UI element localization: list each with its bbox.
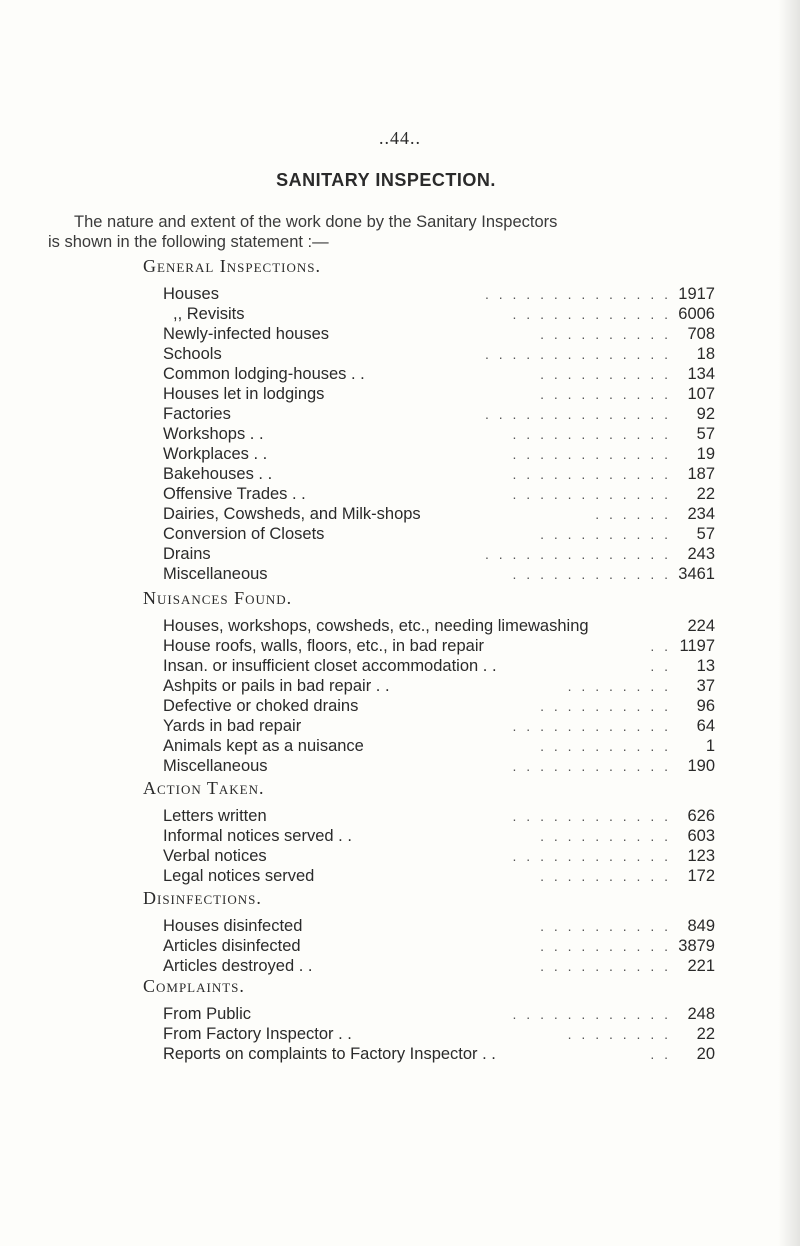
row-label: Newly-infected houses (163, 325, 329, 343)
row-label: Common lodging-houses . . (163, 365, 365, 383)
row-label: Animals kept as a nuisance (163, 737, 364, 755)
row-label: Houses disinfected (163, 917, 303, 935)
leader-dots: . . . . . . . . . . . . (512, 718, 671, 734)
section-nuisances-found (143, 586, 743, 776)
table-row (163, 284, 743, 304)
intro-line-1: The nature and extent of the work done by the Sanitary Inspectors (74, 213, 558, 231)
table-row (163, 736, 743, 756)
row-value: 248 (687, 1005, 715, 1023)
row-value: 1917 (678, 285, 715, 303)
row-value: 603 (687, 827, 715, 845)
table-row (163, 846, 743, 866)
row-label: Workshops . . (163, 425, 264, 443)
row-label: Reports on complaints to Factory Inspector . . (163, 1045, 496, 1063)
row-label: Letters written (163, 807, 267, 825)
table-row (163, 656, 743, 676)
table-row (163, 1024, 743, 1044)
section-complaints (143, 974, 743, 1064)
row-value: 19 (696, 445, 715, 463)
row-label: Bakehouses . . (163, 465, 273, 483)
row-value: 64 (696, 717, 715, 735)
row-label: From Factory Inspector . . (163, 1025, 352, 1043)
row-label: Insan. or insufficient closet accommodation . . (163, 657, 497, 675)
row-label: Drains (163, 545, 211, 563)
row-value: 187 (687, 465, 715, 483)
leader-dots: . . . . . . . . . . (540, 938, 671, 954)
leader-dots: . . . . . . . . . . . . (512, 446, 671, 462)
table-row (163, 384, 743, 404)
table-row (163, 324, 743, 344)
row-label: Houses let in lodgings (163, 385, 325, 403)
table-row (163, 956, 743, 976)
row-value: 123 (687, 847, 715, 865)
leader-dots: . . . . . . . . . . . . (512, 848, 671, 864)
table-row (163, 806, 743, 826)
table-row (163, 756, 743, 776)
leader-dots: . . . . . . . . . . (540, 918, 671, 934)
row-value: 1197 (679, 637, 715, 655)
leader-dots: . . . . . . . . . . . . (512, 426, 671, 442)
row-label: Schools (163, 345, 222, 363)
row-label: Ashpits or pails in bad repair . . (163, 677, 390, 695)
section-general-inspections (143, 254, 743, 584)
row-label: Legal notices served (163, 867, 315, 885)
leader-dots: . . . . . . . . . . (540, 526, 671, 542)
leader-dots: . . . . . . . . . . (540, 738, 671, 754)
table-row (163, 364, 743, 384)
table-row (163, 696, 743, 716)
row-label: Offensive Trades . . (163, 485, 306, 503)
row-value: 849 (687, 917, 715, 935)
row-value: 626 (687, 807, 715, 825)
row-label: Factories (163, 405, 231, 423)
leader-dots: . . . . . . . . (567, 1026, 671, 1042)
row-value: 92 (696, 405, 715, 423)
leader-dots: . . . . . . . . . . . . (512, 758, 671, 774)
leader-dots: . . . . . . . . (567, 678, 671, 694)
leader-dots: . . (650, 658, 671, 674)
leader-dots: . . . . . . . . . . . . (512, 466, 671, 482)
row-value: 96 (696, 697, 715, 715)
table-row (163, 484, 743, 504)
row-value: 3879 (678, 937, 715, 955)
table-row (163, 866, 743, 886)
leader-dots: . . (650, 1046, 671, 1062)
table-row (163, 916, 743, 936)
row-value: 18 (696, 345, 715, 363)
leader-dots: . . . . . . . . . . . . (512, 808, 671, 824)
intro-paragraph (48, 212, 788, 252)
section-heading: Disinfections. (143, 888, 262, 908)
table-row (163, 616, 743, 636)
section-heading: Complaints. (143, 976, 245, 996)
table-row (163, 544, 743, 564)
row-label: Workplaces . . (163, 445, 268, 463)
row-value: 708 (687, 325, 715, 343)
leader-dots: . . . . . . . . . . (540, 958, 671, 974)
table-row (163, 504, 743, 524)
row-value: 134 (687, 365, 715, 383)
leader-dots: . . . . . . . . . . (540, 868, 671, 884)
section-heading: Action Taken. (143, 778, 265, 798)
leader-dots: . . . . . . . . . . . . (512, 486, 671, 502)
row-value: 57 (696, 425, 715, 443)
table-row (163, 564, 743, 584)
row-label: Houses, workshops, cowsheds, etc., needing limewashing (163, 617, 589, 635)
leader-dots: . . . . . . . . . . . . (512, 1006, 671, 1022)
section-action-taken (143, 776, 743, 886)
table-row (163, 826, 743, 846)
row-label: Verbal notices (163, 847, 267, 865)
leader-dots: . . . . . . (595, 506, 671, 522)
row-label: Articles disinfected (163, 937, 301, 955)
table-row (163, 424, 743, 444)
row-value: 221 (687, 957, 715, 975)
row-value: 243 (687, 545, 715, 563)
row-value: 3461 (678, 565, 715, 583)
leader-dots: . . . . . . . . . . (540, 828, 671, 844)
row-value: 37 (696, 677, 715, 695)
row-value: 107 (687, 385, 715, 403)
row-value: 20 (696, 1045, 715, 1063)
row-label: Houses (163, 285, 219, 303)
row-label: ,, Revisits (173, 305, 245, 323)
leader-dots: . . . . . . . . . . . . (512, 306, 671, 322)
page-title: SANITARY INSPECTION. (276, 170, 496, 190)
row-label: Articles destroyed . . (163, 957, 313, 975)
table-row (163, 524, 743, 544)
row-value: 13 (696, 657, 715, 675)
intro-line-2: is shown in the following statement :— (48, 233, 329, 251)
table-row (163, 636, 743, 656)
row-value: 1 (705, 737, 715, 755)
row-value: 172 (687, 867, 715, 885)
row-label: Conversion of Closets (163, 525, 325, 543)
row-label: Miscellaneous (163, 565, 268, 583)
page-number: ..44.. (379, 128, 421, 148)
row-label: Informal notices served . . (163, 827, 352, 845)
table-row (163, 1044, 743, 1064)
leader-dots: . . . . . . . . . . . . . . (484, 546, 671, 562)
table-row (163, 1004, 743, 1024)
leader-dots: . . . . . . . . . . (540, 386, 671, 402)
table-row (163, 344, 743, 364)
section-heading: General Inspections. (143, 256, 321, 276)
row-label: Dairies, Cowsheds, and Milk-shops (163, 505, 421, 523)
leader-dots: . . . . . . . . . . (540, 366, 671, 382)
row-value: 224 (687, 617, 715, 635)
table-row (163, 936, 743, 956)
table-row (163, 676, 743, 696)
leader-dots: . . . . . . . . . . . . . . (484, 406, 671, 422)
leader-dots: . . . . . . . . . . (540, 698, 671, 714)
table-row (163, 404, 743, 424)
row-value: 234 (687, 505, 715, 523)
section-disinfections (143, 886, 743, 976)
row-label: From Public (163, 1005, 252, 1023)
row-value: 22 (696, 1025, 715, 1043)
row-value: 22 (696, 485, 715, 503)
row-label: House roofs, walls, floors, etc., in bad repair (163, 637, 484, 655)
row-value: 6006 (678, 305, 715, 323)
leader-dots: . . . . . . . . . . . . (512, 566, 671, 582)
row-label: Miscellaneous (163, 757, 268, 775)
leader-dots: . . . . . . . . . . . . . . (484, 346, 671, 362)
leader-dots: . . . . . . . . . . . . . . (484, 286, 671, 302)
row-value: 190 (687, 757, 715, 775)
row-value: 57 (696, 525, 715, 543)
row-label: Yards in bad repair (163, 717, 302, 735)
table-row (163, 716, 743, 736)
row-label: Defective or choked drains (163, 697, 359, 715)
table-row (163, 464, 743, 484)
table-row (163, 304, 743, 324)
table-row (163, 444, 743, 464)
leader-dots: . . . . . . . . . . (540, 326, 671, 342)
page-edge-shadow (778, 0, 800, 1246)
leader-dots: . . (650, 638, 671, 654)
section-heading: Nuisances Found. (143, 588, 293, 608)
